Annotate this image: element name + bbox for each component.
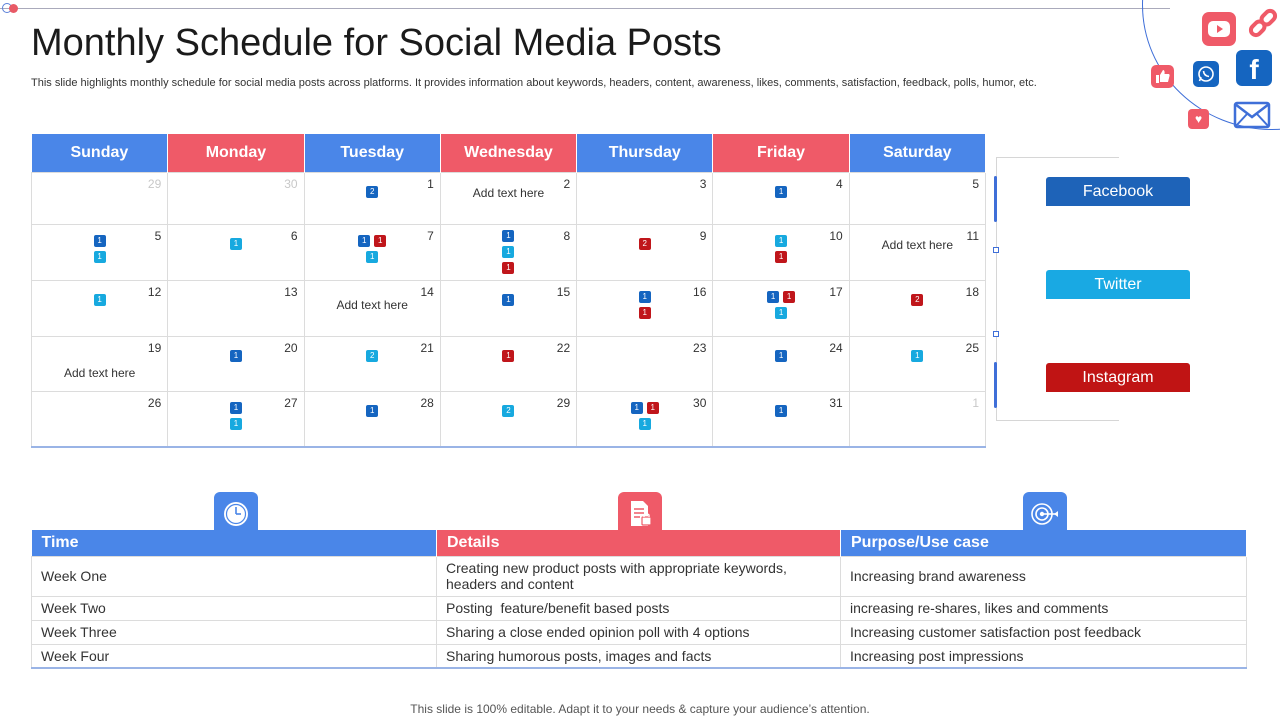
calendar-day-cell xyxy=(440,391,576,447)
facebook-post-badge: 1 xyxy=(230,402,242,414)
facebook-post-badge: 1 xyxy=(775,350,787,362)
schedule-details-cell: Posting feature/benefit based posts xyxy=(437,596,841,620)
badge-row xyxy=(502,350,514,362)
whatsapp-icon xyxy=(1193,61,1219,87)
badge-row xyxy=(366,186,378,198)
post-badges xyxy=(441,294,576,306)
day-number: 31 xyxy=(829,395,843,410)
day-header-friday: Friday xyxy=(713,134,849,172)
schedule-time-cell: Week One xyxy=(32,556,437,596)
post-badges xyxy=(577,238,712,250)
day-number: 19 xyxy=(147,340,162,355)
schedule-purpose-cell: increasing re-shares, likes and comments xyxy=(841,596,1247,620)
badge-row xyxy=(639,307,651,319)
day-number: 3 xyxy=(699,176,707,191)
calendar-day-cell xyxy=(32,224,168,280)
post-badges xyxy=(713,186,848,198)
day-number: 1 xyxy=(427,176,434,191)
day-number: 20 xyxy=(284,340,298,355)
schedule-header-row xyxy=(32,530,1247,556)
calendar-day-cell xyxy=(32,336,168,391)
calendar-day-cell xyxy=(713,224,849,280)
day-header-wednesday: Wednesday xyxy=(440,134,576,172)
badge-row xyxy=(502,262,514,274)
badge-row xyxy=(358,235,386,247)
badge-row xyxy=(502,246,514,258)
legend-instagram: Instagram xyxy=(1046,363,1190,392)
calendar-day-cell xyxy=(577,391,713,447)
badge-row xyxy=(94,294,106,306)
calendar-header-row xyxy=(32,134,986,172)
post-badges xyxy=(713,350,848,362)
day-number: 5 xyxy=(154,228,162,243)
legend-handle xyxy=(993,331,999,337)
legend-twitter: Twitter xyxy=(1046,270,1190,299)
badge-row xyxy=(911,350,923,362)
instagram-post-badge: 1 xyxy=(775,251,787,263)
day-number: 13 xyxy=(284,284,298,299)
calendar-day-cell xyxy=(304,224,440,280)
day-number: 6 xyxy=(290,228,298,243)
post-badges xyxy=(305,186,440,198)
calendar-day-cell xyxy=(440,336,576,391)
calendar-week-row xyxy=(32,391,986,447)
badge-row xyxy=(639,238,651,250)
badge-row xyxy=(502,405,514,417)
post-badges xyxy=(441,350,576,362)
facebook-post-badge: 1 xyxy=(230,350,242,362)
calendar-day-cell xyxy=(577,336,713,391)
calendar-week-row xyxy=(32,172,986,224)
calendar-day-cell xyxy=(713,280,849,336)
instagram-post-badge: 1 xyxy=(502,350,514,362)
badge-row xyxy=(775,307,787,319)
badge-row xyxy=(639,418,651,430)
day-number: 23 xyxy=(693,340,707,355)
day-number: 22 xyxy=(556,340,571,355)
link-icon xyxy=(1246,6,1280,40)
day-number: 15 xyxy=(556,284,571,299)
calendar-day-cell xyxy=(849,336,985,391)
heart-icon: ♥ xyxy=(1188,109,1209,129)
calendar-day-cell xyxy=(849,224,985,280)
table-row xyxy=(32,644,1247,668)
day-number: 10 xyxy=(829,228,843,243)
calendar-day-cell xyxy=(440,172,576,224)
day-number: 29 xyxy=(147,176,162,191)
badge-row xyxy=(775,405,787,417)
calendar-day-cell xyxy=(849,172,985,224)
legend-handle xyxy=(993,247,999,253)
schedule-details-cell: Sharing humorous posts, images and facts xyxy=(437,644,841,668)
facebook-post-badge: 1 xyxy=(767,291,779,303)
post-badges xyxy=(713,235,848,263)
post-badges xyxy=(850,350,985,362)
day-header-saturday: Saturday xyxy=(849,134,985,172)
day-number: 27 xyxy=(284,395,298,410)
top-divider xyxy=(0,8,1170,9)
legend-facebook: Facebook xyxy=(1046,177,1190,206)
day-header-tuesday: Tuesday xyxy=(304,134,440,172)
facebook-post-badge: 1 xyxy=(502,230,514,242)
calendar-day-cell xyxy=(440,280,576,336)
twitter-post-badge: 1 xyxy=(502,246,514,258)
post-badges xyxy=(305,350,440,362)
post-badges xyxy=(850,294,985,306)
day-header-monday: Monday xyxy=(168,134,304,172)
post-badges xyxy=(441,405,576,417)
facebook-post-badge: 1 xyxy=(94,235,106,247)
schedule-purpose-cell: Increasing brand awareness xyxy=(841,556,1247,596)
twitter-post-badge: 1 xyxy=(230,418,242,430)
legend-accent-bar xyxy=(994,362,997,408)
facebook-post-badge: 1 xyxy=(639,291,651,303)
badge-row xyxy=(775,186,787,198)
day-number: 14 xyxy=(420,284,434,299)
badge-row xyxy=(230,350,242,362)
day-number: 21 xyxy=(420,340,434,355)
day-note: Add text here xyxy=(336,297,408,312)
calendar-day-cell xyxy=(168,280,304,336)
calendar-day-cell xyxy=(168,172,304,224)
badge-row xyxy=(94,235,106,247)
post-badges xyxy=(441,230,576,274)
calendar-day-cell xyxy=(849,280,985,336)
day-note: Add text here xyxy=(881,237,954,252)
page-title: Monthly Schedule for Social Media Posts xyxy=(31,22,722,64)
badge-row xyxy=(502,294,514,306)
day-number: 18 xyxy=(965,284,979,299)
calendar-day-cell xyxy=(440,224,576,280)
calendar-day-cell xyxy=(304,172,440,224)
calendar-day-cell xyxy=(713,336,849,391)
day-number: 30 xyxy=(284,176,298,191)
footer-note: This slide is 100% editable. Adapt it to your needs & capture your audience’s attention. xyxy=(410,702,870,716)
badge-row xyxy=(502,230,514,242)
day-number: 5 xyxy=(972,176,979,191)
facebook-post-badge: 1 xyxy=(358,235,370,247)
day-number: 29 xyxy=(556,395,571,410)
badge-row xyxy=(775,235,787,247)
day-number: 11 xyxy=(966,228,979,243)
post-badges xyxy=(713,405,848,417)
twitter-post-badge: 2 xyxy=(366,350,378,362)
calendar-day-cell xyxy=(713,391,849,447)
badge-row xyxy=(366,350,378,362)
calendar-day-cell xyxy=(849,391,985,447)
twitter-post-badge: 1 xyxy=(366,251,378,263)
table-row xyxy=(32,620,1247,644)
calendar-week-row xyxy=(32,224,986,280)
post-badges xyxy=(168,238,303,250)
day-number: 17 xyxy=(829,284,843,299)
day-note: Add text here xyxy=(472,185,545,200)
monthly-calendar xyxy=(31,134,986,448)
page-subtitle: This slide highlights monthly schedule for social media posts across platforms. It provides information about keywords, headers, content, awareness, likes, comments, satisfaction, feedback, polls, humor, etc. xyxy=(31,77,1037,89)
schedule-purpose-cell: Increasing customer satisfaction post feedback xyxy=(841,620,1247,644)
badge-row xyxy=(639,291,651,303)
facebook-post-badge: 1 xyxy=(366,405,378,417)
calendar-day-cell xyxy=(32,280,168,336)
instagram-post-badge: 1 xyxy=(783,291,795,303)
twitter-post-badge: 2 xyxy=(502,405,514,417)
badge-row xyxy=(230,238,242,250)
badge-row xyxy=(775,350,787,362)
day-number: 30 xyxy=(693,395,707,410)
day-number: 2 xyxy=(563,176,571,191)
badge-row xyxy=(230,402,242,414)
badge-row xyxy=(94,251,106,263)
schedule-details-cell: Creating new product posts with appropriate keywords, headers and content xyxy=(437,556,841,596)
facebook-post-badge: 1 xyxy=(775,186,787,198)
calendar-week-row xyxy=(32,336,986,391)
badge-row xyxy=(366,405,378,417)
mail-icon xyxy=(1232,100,1272,130)
calendar-day-cell xyxy=(304,336,440,391)
calendar-day-cell xyxy=(577,280,713,336)
calendar-day-cell xyxy=(713,172,849,224)
badge-row xyxy=(767,291,795,303)
schedule-header-details: Details xyxy=(437,530,841,556)
twitter-post-badge: 1 xyxy=(775,307,787,319)
instagram-post-badge: 1 xyxy=(374,235,386,247)
day-number: 25 xyxy=(965,340,979,355)
facebook-icon: f xyxy=(1236,50,1272,86)
day-number: 7 xyxy=(427,228,434,243)
badge-row xyxy=(631,402,659,414)
day-number: 26 xyxy=(147,395,162,410)
calendar-day-cell xyxy=(304,391,440,447)
badge-row xyxy=(911,294,923,306)
twitter-post-badge: 1 xyxy=(94,294,106,306)
day-number: 24 xyxy=(829,340,843,355)
calendar-day-cell xyxy=(32,172,168,224)
schedule-time-cell: Week Two xyxy=(32,596,437,620)
like-icon xyxy=(1151,65,1174,88)
calendar-week-row xyxy=(32,280,986,336)
post-badges xyxy=(713,291,848,319)
schedule-header-time: Time xyxy=(32,530,437,556)
day-header-thursday: Thursday xyxy=(577,134,713,172)
twitter-post-badge: 1 xyxy=(94,251,106,263)
instagram-post-badge: 1 xyxy=(639,307,651,319)
facebook-post-badge: 1 xyxy=(631,402,643,414)
post-badges xyxy=(305,235,440,263)
calendar-day-cell xyxy=(168,224,304,280)
calendar-day-cell xyxy=(304,280,440,336)
table-row xyxy=(32,596,1247,620)
weekly-schedule-table xyxy=(31,530,1247,669)
facebook-post-badge: 1 xyxy=(775,405,787,417)
post-badges xyxy=(168,350,303,362)
day-note: Add text here xyxy=(63,365,136,380)
calendar-day-cell xyxy=(577,224,713,280)
calendar-day-cell xyxy=(168,391,304,447)
decorative-dot xyxy=(9,4,18,13)
day-number: 8 xyxy=(563,228,571,243)
post-badges xyxy=(305,405,440,417)
post-badges xyxy=(32,235,167,263)
table-row xyxy=(32,556,1247,596)
post-badges xyxy=(32,294,167,306)
badge-row xyxy=(366,251,378,263)
facebook-post-badge: 2 xyxy=(366,186,378,198)
instagram-post-badge: 1 xyxy=(647,402,659,414)
instagram-post-badge: 2 xyxy=(639,238,651,250)
schedule-header-purpose: Purpose/Use case xyxy=(841,530,1247,556)
badge-row xyxy=(775,251,787,263)
schedule-time-cell: Week Four xyxy=(32,644,437,668)
day-number: 4 xyxy=(836,176,843,191)
instagram-post-badge: 1 xyxy=(502,262,514,274)
day-number: 9 xyxy=(699,228,707,243)
twitter-post-badge: 1 xyxy=(230,238,242,250)
legend-accent-bar xyxy=(994,176,997,222)
instagram-post-badge: 2 xyxy=(911,294,923,306)
schedule-time-cell: Week Three xyxy=(32,620,437,644)
day-number: 16 xyxy=(693,284,707,299)
calendar-day-cell xyxy=(577,172,713,224)
day-header-sunday: Sunday xyxy=(32,134,168,172)
schedule-details-cell: Sharing a close ended opinion poll with 4 options xyxy=(437,620,841,644)
twitter-post-badge: 1 xyxy=(639,418,651,430)
day-number: 28 xyxy=(420,395,434,410)
twitter-post-badge: 1 xyxy=(911,350,923,362)
calendar-day-cell xyxy=(168,336,304,391)
facebook-post-badge: 1 xyxy=(502,294,514,306)
calendar-day-cell xyxy=(32,391,168,447)
twitter-post-badge: 1 xyxy=(775,235,787,247)
badge-row xyxy=(230,418,242,430)
youtube-icon xyxy=(1202,12,1236,46)
post-badges xyxy=(168,402,303,430)
schedule-purpose-cell: Increasing post impressions xyxy=(841,644,1247,668)
post-badges xyxy=(577,402,712,430)
post-badges xyxy=(577,291,712,319)
day-number: 1 xyxy=(972,395,979,410)
day-number: 12 xyxy=(147,284,162,299)
